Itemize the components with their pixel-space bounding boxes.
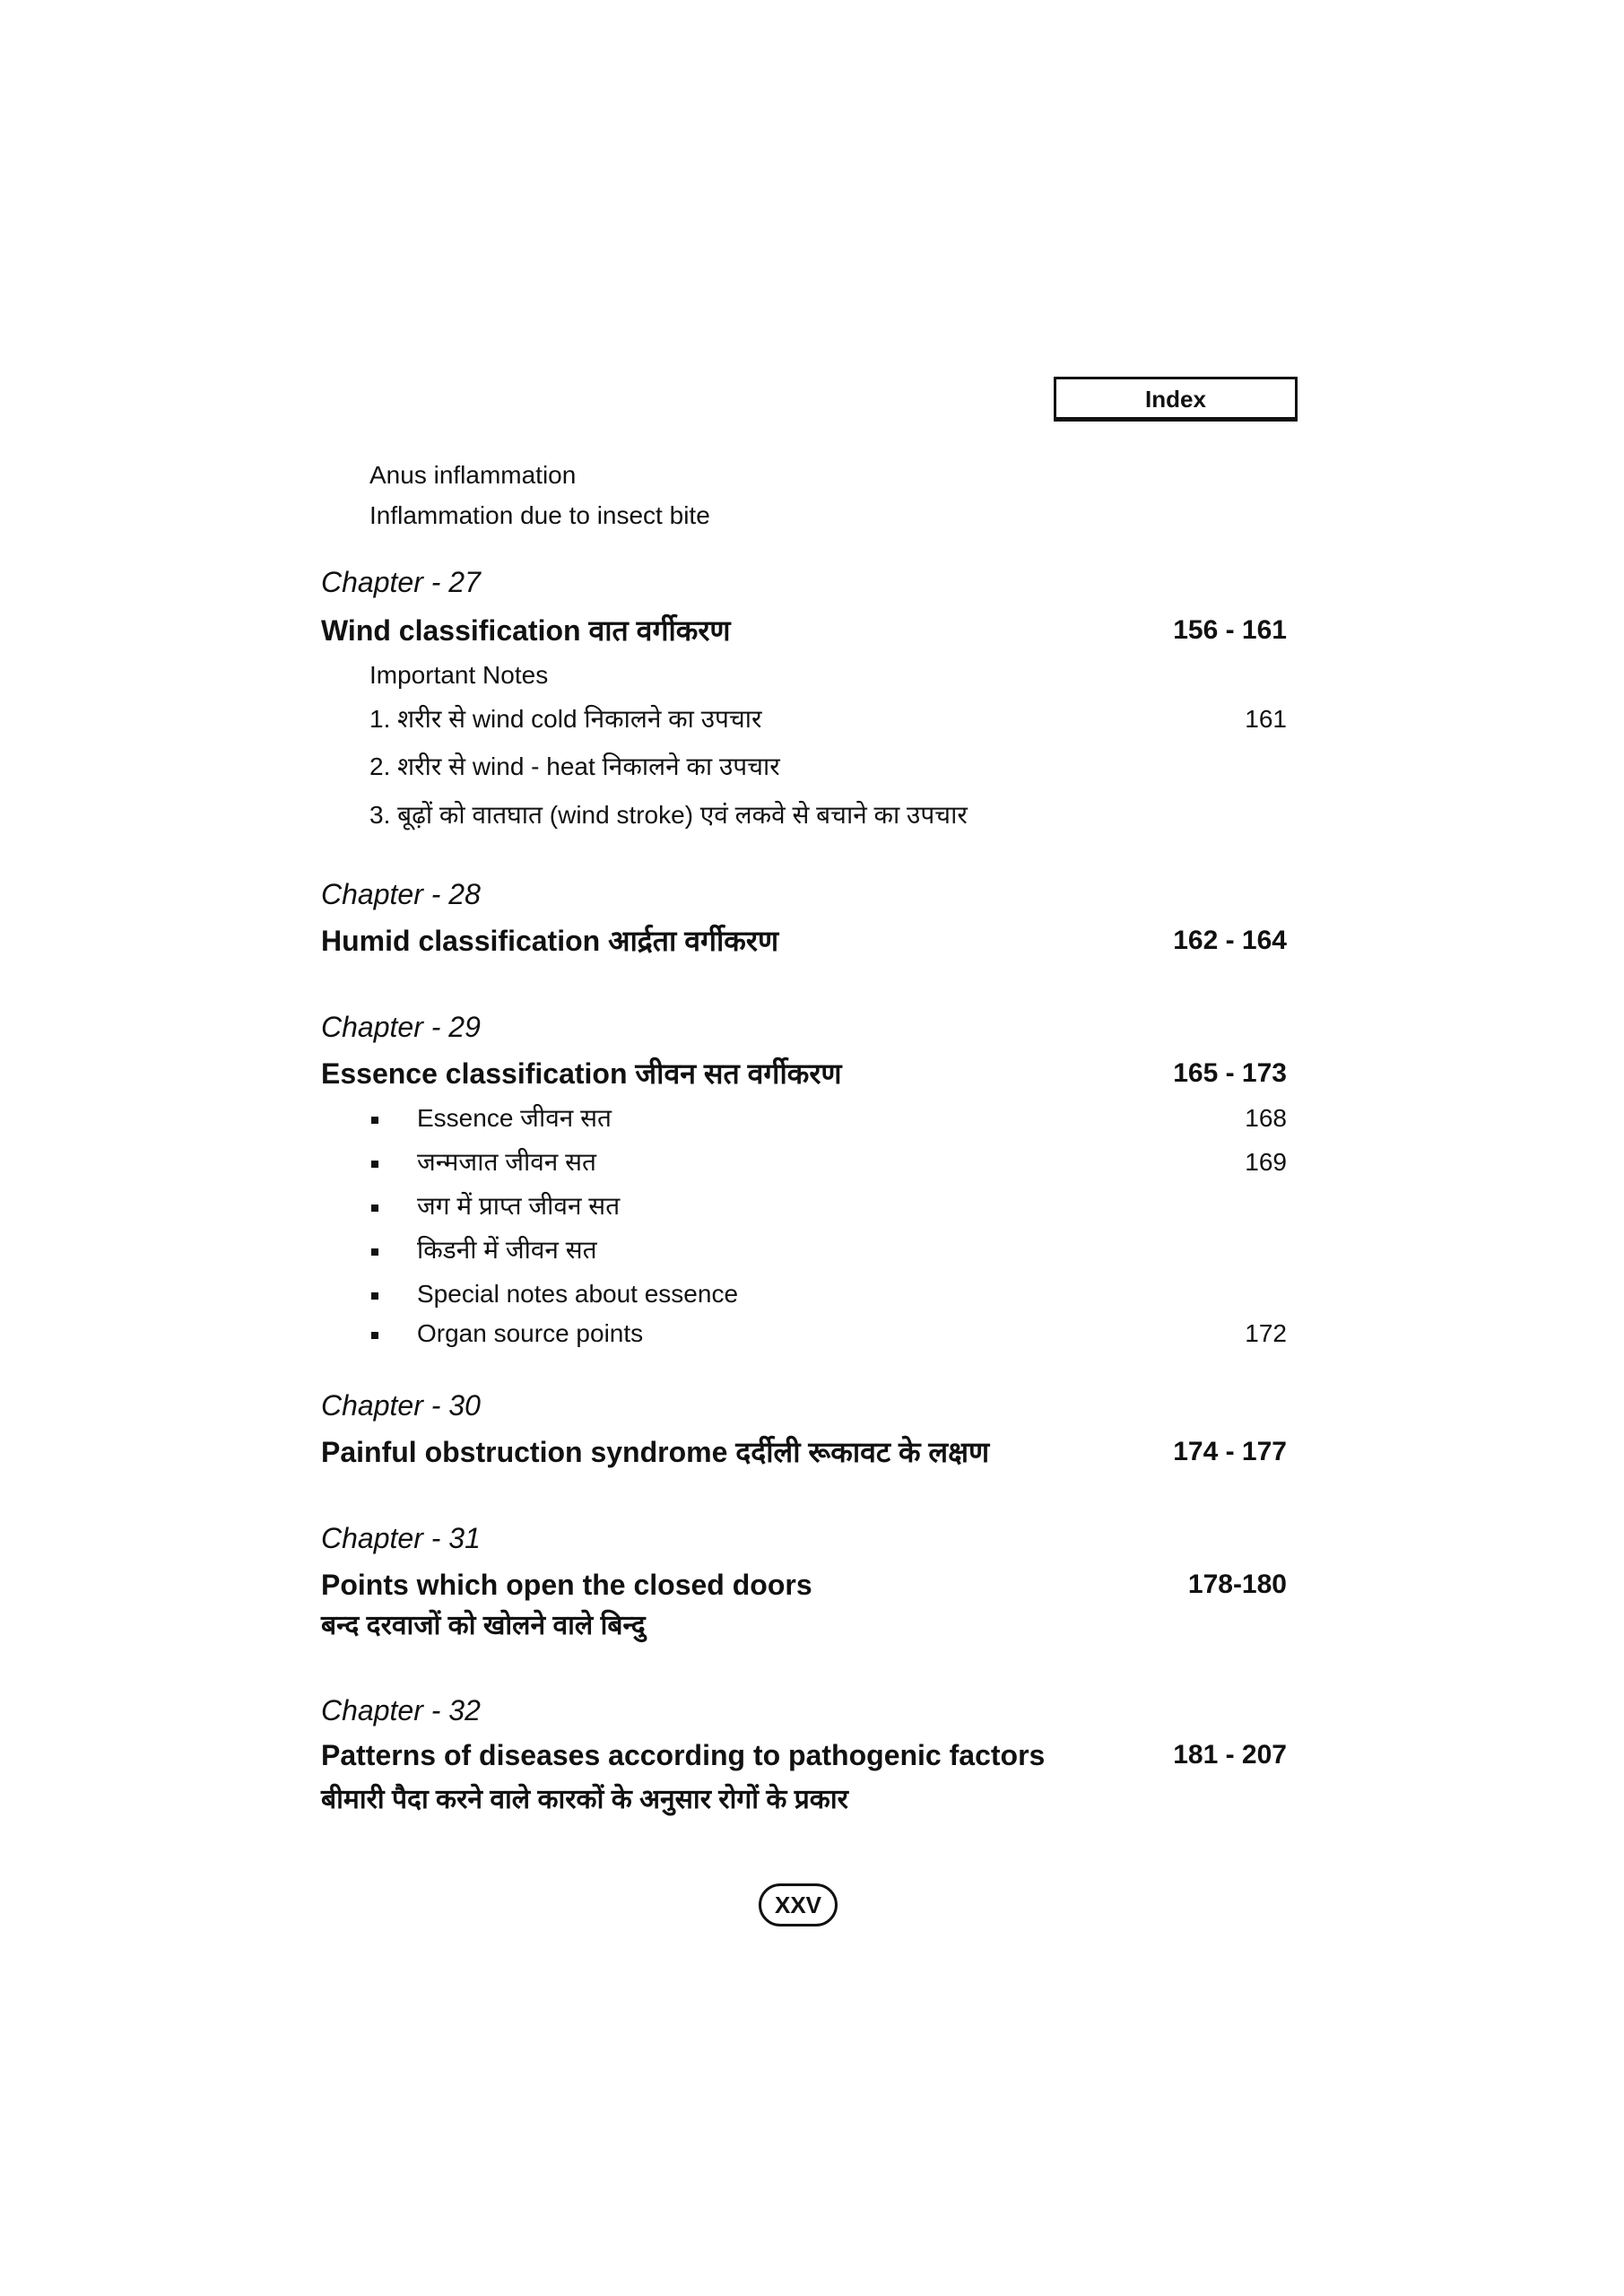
chapter-29-item-essence: Essence जीवन सत — [417, 1104, 612, 1132]
chapter-27-label: Chapter - 27 — [321, 566, 481, 598]
chapter-30-label: Chapter - 30 — [321, 1389, 481, 1422]
chapter-29-title: Essence classification जीवन सत वर्गीकरण — [321, 1057, 842, 1090]
chapter-29-item-organ-source-page: 172 — [1245, 1319, 1287, 1347]
chapter-27-title: Wind classification वात वर्गीकरण — [321, 614, 731, 647]
chapter-29-item-kidney: किडनी में जीवन सत — [417, 1236, 597, 1264]
chapter-32-subtitle: बीमारी पैदा करने वाले कारकों के अनुसार रोगों के प्रकार — [321, 1785, 848, 1814]
chapter-30-pages: 174 - 177 — [1173, 1437, 1287, 1466]
chapter-29-item-acquired: जग में प्राप्त जीवन सत — [417, 1192, 621, 1220]
chapter-32-label: Chapter - 32 — [321, 1694, 481, 1726]
page-number: XXV — [759, 1883, 838, 1926]
chapter-32-pages: 181 - 207 — [1173, 1740, 1287, 1770]
chapter-29-item-special-notes: Special notes about essence — [417, 1280, 739, 1308]
chapter-29-item-innate: जन्मजात जीवन सत — [417, 1148, 596, 1176]
bullet-icon — [371, 1292, 378, 1300]
chapter-31-pages: 178-180 — [1187, 1570, 1287, 1599]
chapter-32-title: Patterns of diseases according to pathogenic factors — [321, 1739, 1046, 1771]
chapter-31-subtitle: बन्द दरवाजों को खोलने वाले बिन्दु — [321, 1611, 646, 1640]
bullet-icon — [371, 1205, 378, 1212]
chapter-29-item-innate-page: 169 — [1245, 1148, 1287, 1176]
chapter-29-pages: 165 - 173 — [1173, 1058, 1287, 1088]
chapter-31-label: Chapter - 31 — [321, 1522, 481, 1554]
chapter-27-pages: 156 - 161 — [1173, 615, 1287, 645]
bullet-icon — [371, 1332, 378, 1339]
chapter-29-item-essence-page: 168 — [1245, 1104, 1287, 1132]
intro-line-anus: Anus inflammation — [369, 461, 577, 489]
chapter-30-title: Painful obstruction syndrome दर्दीली रूकावट के लक्षण — [321, 1436, 990, 1468]
bullet-icon — [371, 1248, 378, 1256]
intro-line-insect-bite: Inflammation due to insect bite — [369, 501, 710, 529]
chapter-27-item-3: 3. बूढ़ों को वातघात (wind stroke) एवं लकवे से बचाने का उपचार — [369, 801, 968, 829]
chapter-27-item-1-page: 161 — [1245, 705, 1287, 733]
chapter-27-notes-label: Important Notes — [369, 661, 549, 689]
chapter-29-item-organ-source: Organ source points — [417, 1319, 644, 1347]
index-header-box: Index — [1054, 377, 1298, 422]
chapter-31-title: Points which open the closed doors — [321, 1569, 812, 1601]
bullet-icon — [371, 1117, 378, 1124]
chapter-28-pages: 162 - 164 — [1173, 926, 1287, 955]
chapter-28-label: Chapter - 28 — [321, 878, 481, 910]
chapter-27-item-2: 2. शरीर से wind - heat निकालने का उपचार — [369, 752, 780, 780]
chapter-27-item-1: 1. शरीर से wind cold निकालने का उपचार — [369, 705, 762, 733]
bullet-icon — [371, 1161, 378, 1168]
chapter-29-label: Chapter - 29 — [321, 1011, 481, 1043]
chapter-28-title: Humid classification आर्द्रता वर्गीकरण — [321, 925, 779, 957]
